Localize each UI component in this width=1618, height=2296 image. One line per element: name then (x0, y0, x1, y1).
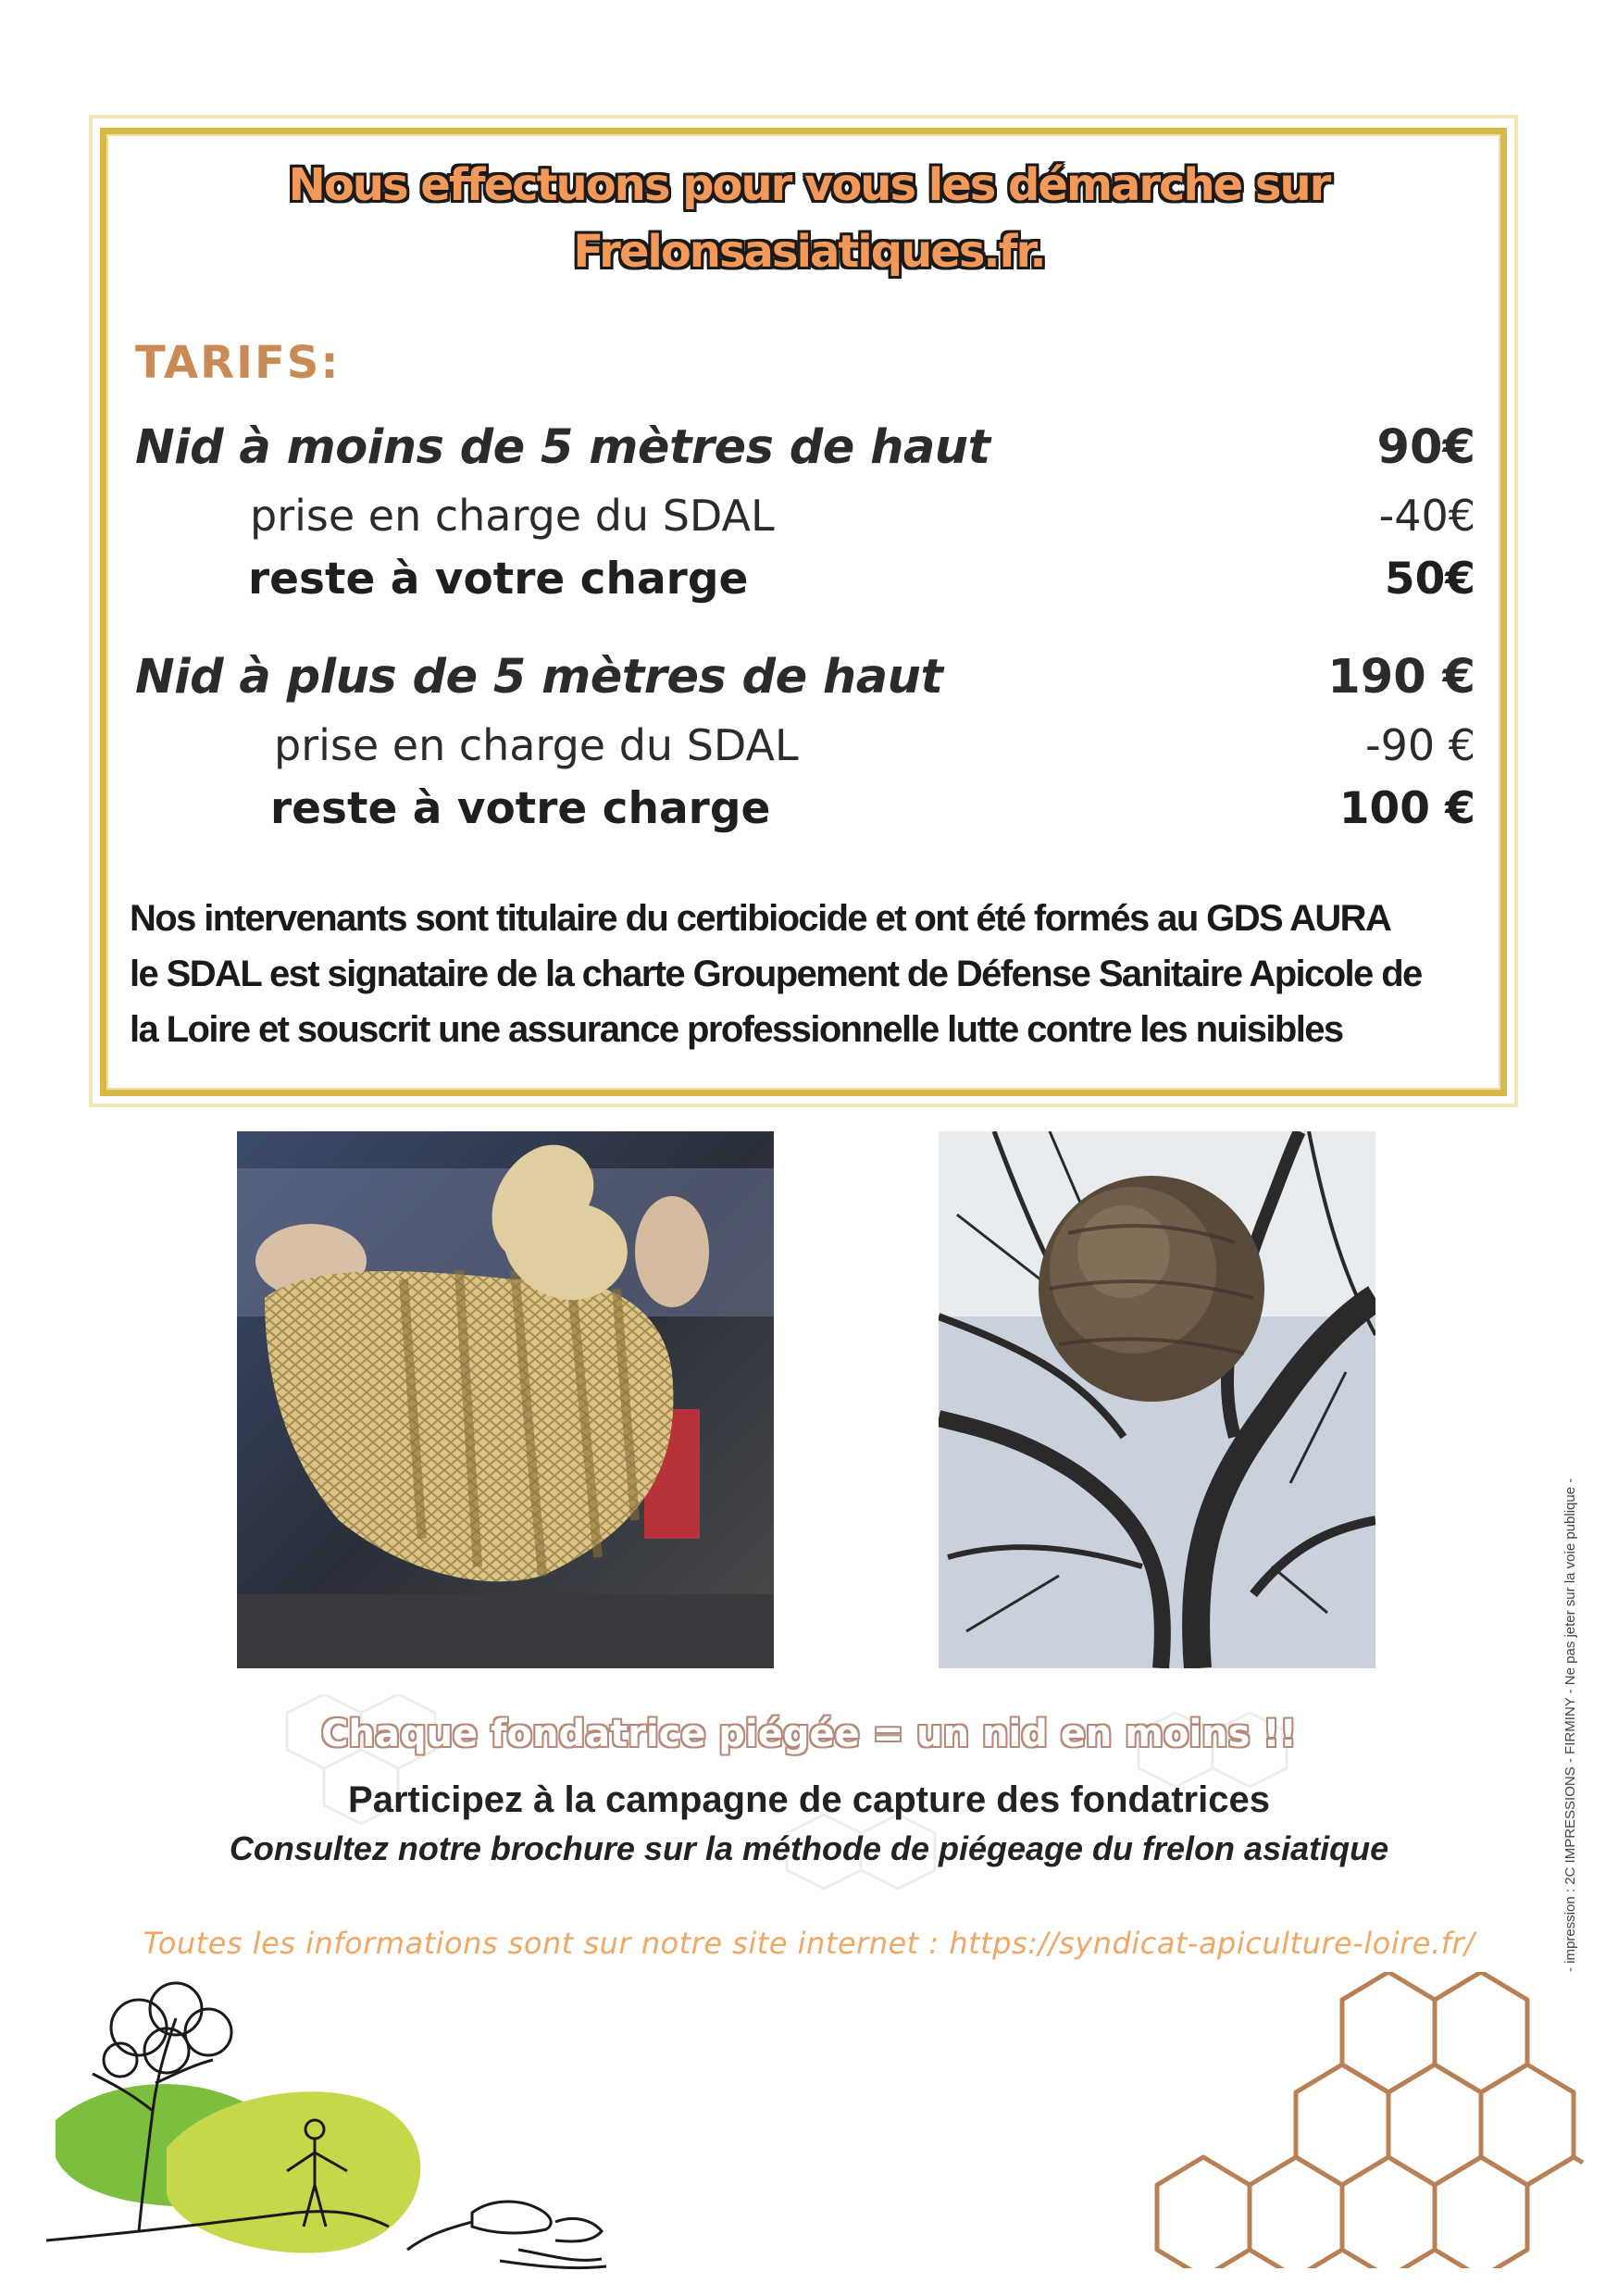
group2-sub-label: prise en charge du SDAL (274, 720, 799, 770)
title-line-1: Nous effectuons pour vous les démarche sur (288, 159, 1330, 211)
group2-sub-price: -90 € (1364, 720, 1475, 770)
side-print-note: - impression : 2C IMPRESSIONS - FIRMINY - Ne pas jeter sur la voie publique - (1562, 1478, 1578, 1972)
landscape-illustration (37, 1972, 629, 2277)
slogan: Chaque fondatrice piégée = un nid en moins !! (321, 1713, 1297, 1755)
group2-label: Nid à plus de 5 mètres de haut (135, 650, 943, 705)
tarifs-heading: TARIFS: (135, 337, 341, 389)
photo-nest-tree (939, 1131, 1375, 1668)
honeycomb-decoration (1111, 1972, 1592, 2268)
group1-rest-price: 50€ (1384, 554, 1475, 605)
paragraph-line-3: la Loire et souscrit une assurance professionnelle lutte contre les nuisibles (130, 1009, 1343, 1050)
group1-sub-price: -40€ (1378, 491, 1475, 541)
paragraph-line-1: Nos intervenants sont titulaire du certibiocide et ont été formés au GDS AURA (130, 898, 1391, 939)
paragraph-line-2: le SDAL est signataire de la charte Groupement de Défense Sanitaire Apicole de (130, 954, 1422, 994)
photo-nest-comb (237, 1131, 774, 1668)
website-link[interactable]: Toutes les informations sont sur notre site internet : https://syndicat-apiculture-loire.fr/ (143, 1926, 1475, 1961)
group2-price: 190 € (1327, 650, 1475, 705)
group2-rest-label: reste à votre charge (270, 783, 771, 834)
group1-price: 90€ (1376, 420, 1475, 475)
brochure-text: Consultez notre brochure sur la méthode de piégeage du frelon asiatique (229, 1829, 1389, 1867)
group2-rest-price: 100 € (1338, 783, 1475, 834)
participate-text: Participez à la campagne de capture des fondatrices (348, 1779, 1270, 1820)
group1-rest-label: reste à votre charge (248, 554, 749, 605)
group1-label: Nid à moins de 5 mètres de haut (135, 420, 990, 475)
title-line-2: Frelonsasiatiques.fr. (573, 226, 1045, 278)
group1-sub-label: prise en charge du SDAL (250, 491, 775, 541)
